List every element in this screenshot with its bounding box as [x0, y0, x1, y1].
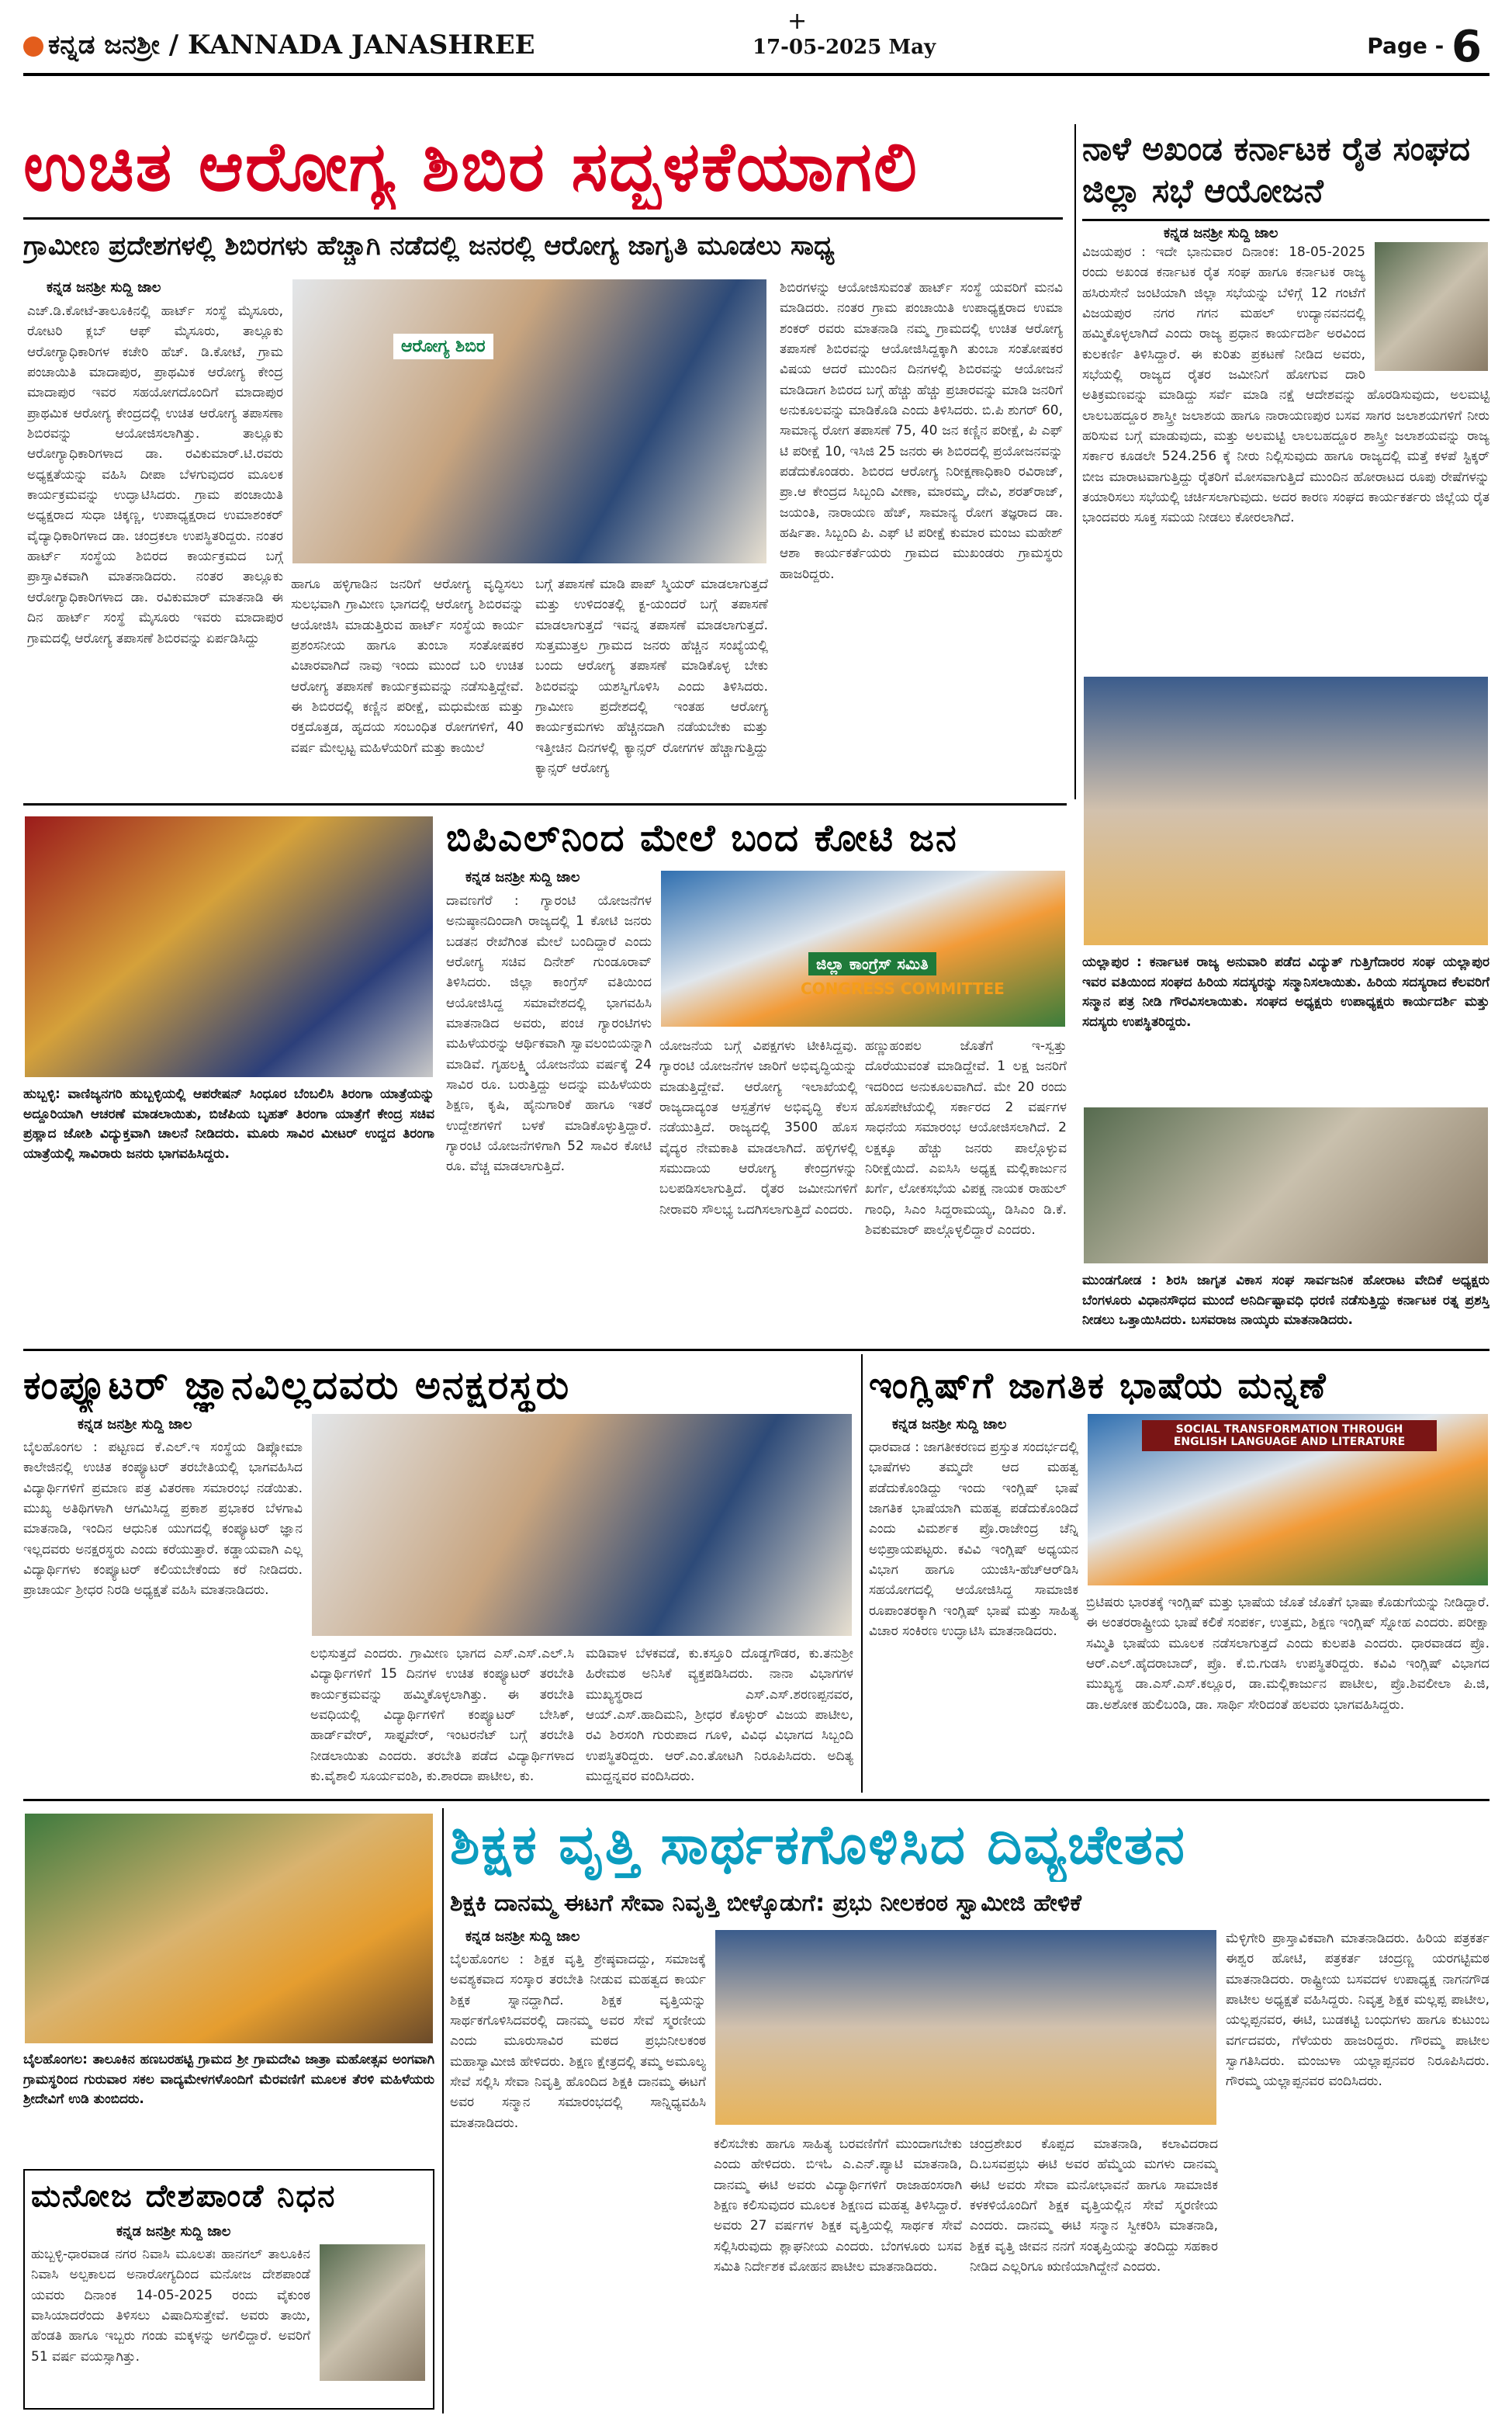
- article-computer-byline: ಕನ್ನಡ ಜನಶ್ರೀ ಸುದ್ದಿ ಜಾಲ: [78, 1416, 192, 1433]
- article-teacher-col3: ಚಂದ್ರಶೇಖರ ಕೊಪ್ಪದ ಮಾತನಾಡಿ, ಕಲಾವಿದರಾದ ದಿ.ಬಸವಪ್ರಭು ಈಟಿ ಅವರ ಹೆಮ್ಮೆಯ ಮಗಳು ದಾನಮ್ಮ ಈಟಿ ಅವರು ಸೇವಾ ಮನೋಭಾವನೆ ಹಾಗೂ ಸಾಮಾಜಿಕ ಕಳಕಳಿಯೊಂದಿಗೆ ಶಿಕ್ಷಕ ವೃತ್ತಿಯಲ್ಲಿನ ಸೇವೆ ಸ್ಮರಣೀಯ ಎಂದರು. ದಾನಮ್ಮ ಈಟಿ ಸನ್ಮಾನ ಸ್ವೀಕರಿಸಿ ಮಾತನಾಡಿ, ಶಿಕ್ಷಕ ವೃತ್ತಿ ಜೀವನ ನನಗೆ ಸಂತೃಪ್ತಿಯನ್ನು ತಂದಿದ್ದು ಸಹಕಾರ ನೀಡಿದ ಎಲ್ಲರಿಗೂ ಋಣಿಯಾಗಿದ್ದೇನೆ ಎಂದರು.: [970, 2136, 1218, 2275]
- congress-event-photo: [659, 869, 1067, 1028]
- yallapur-felicitation-photo: [1082, 675, 1490, 947]
- article-health-camp-col3: ಬಗ್ಗೆ ತಪಾಸಣೆ ಮಾಡಿ ಪಾಪ್ ಸ್ಮಿಯರ್ ಮಾಡಲಾಗುತ್ತದೆ ಮತ್ತು ಉಳಿದಂತಲ್ಲಿ ಕ್ಟ-ಯಂದರೆ ಬಗ್ಗೆ ತಪಾಸಣೆ ಮಾಡಲಾಗುತ್ತದೆ ಇವನ್ನ ತಪಾಸಣೆ ಮಾಡಲಾಗುತ್ತದೆ. ಸುತ್ತಮುತ್ತಲ ಗ್ರಾಮದ ಜನರು ಹೆಚ್ಚಿನ ಸಂಖ್ಯೆಯಲ್ಲಿ ಬಂದು ಆರೋಗ್ಯ ತಪಾಸಣೆ ಮಾಡಿಕೊಳ್ಳ ಬೇಕು ಶಿಬಿರವನ್ನು ಯಶಸ್ವಿಗೊಳಿಸಿ ಎಂದು ತಿಳಿಸಿದರು. ಗ್ರಾಮೀಣ ಪ್ರದೇಶದಲ್ಲಿ ಇಂತಹ ಆರೋಗ್ಯ ಕಾರ್ಯಕ್ರಮಗಳು ಹೆಚ್ಚಿನದಾಗಿ ನಡೆಯಬೇಕು ಮತ್ತು ಇತ್ತೀಚಿನ ದಿನಗಳಲ್ಲಿ ಕ್ಯಾನ್ಸರ್ ರೋಗಗಳ ಹೆಚ್ಚಾಗುತ್ತಿದ್ದು ಕ್ಯಾನ್ಸರ್ ಆರೋಗ್ಯ: [535, 577, 768, 777]
- article-teacher-headline: ಶಿಕ್ಷಕ ವೃತ್ತಿ ಸಾರ್ಥಕಗೊಳಿಸಿದ ದಿವ್ಯಚೇತನ: [450, 1813, 1186, 1876]
- article-health-camp-col2: ಹಾಗೂ ಹಳ್ಳಿಗಾಡಿನ ಜನರಿಗೆ ಆರೋಗ್ಯ ವೃದ್ಧಿಸಲು ಸುಲಭವಾಗಿ ಗ್ರಾಮೀಣ ಭಾಗದಲ್ಲಿ ಆರೋಗ್ಯ ಶಿಬಿರವನ್ನು ಆಯೋಜಿಸಿ ಮಾಡುತ್ತಿರುವ ಹಾರ್ಟ್ ಸಂಸ್ಥೆಯ ಕಾರ್ಯ ಪ್ರಶಂಸನೀಯ ಹಾಗೂ ತುಂಬಾ ಸಂತೋಷಕರ ವಿಚಾರವಾಗಿದೆ ನಾವು ಇಂದು ಮುಂದೆ ಬರಿ ಉಚಿತ ಆರೋಗ್ಯ ತಪಾಸಣೆ ಕಾರ್ಯಕ್ರಮವನ್ನು ನಡೆಸುತ್ತಿದ್ದೇವೆ. ಈ ಶಿಬಿರದಲ್ಲಿ ಕಣ್ಣಿನ ಪರೀಕ್ಷೆ, ಮಧುಮೇಹ ಮತ್ತು ರಕ್ತದೊತ್ತಡ, ಹೃದಯ ಸಂಬಂಧಿತ ರೋಗಗಳಿಗೆ, 40 ವರ್ಷ ಮೇಲ್ಪಟ್ಟ ಮಹಿಳೆಯರಿಗೆ ಮತ್ತು ಕಾಯಿಲೆ: [291, 577, 524, 756]
- article-health-camp-col1: ಎಚ್.ಡಿ.ಕೋಟೆ-ತಾಲೂಕಿನಲ್ಲಿ ಹಾರ್ಟ್ ಸಂಸ್ಥೆ ಮೈಸೂರು, ರೋಟರಿ ಕ್ಲಬ್ ಆಫ್ ಮೈಸೂರು, ತಾಲ್ಲೂಕು ಆರೋಗ್ಯಾಧಿಕಾರಿಗಳ ಕಚೇರಿ ಹೆಚ್. ಡಿ.ಕೋಟೆ, ಗ್ರಾಮ ಪಂಚಾಯಿತಿ ಮಾದಾಪುರ, ಪ್ರಾಥಮಿಕ ಆರೋಗ್ಯ ಕೇಂದ್ರ ಮಾದಾಪುರ ಇವರ ಸಹಯೋಗದೊಂದಿಗೆ ಮಾದಾಪುರ ಪ್ರಾಥಮಿಕ ಆರೋಗ್ಯ ಕೇಂದ್ರದಲ್ಲಿ ಉಚಿತ ಆರೋಗ್ಯ ತಪಾಸಣಾ ಶಿಬಿರವನ್ನು ಆಯೋಜಿಸಲಾಗಿತ್ತು. ತಾಲ್ಲೂಕು ಆರೋಗ್ಯಾಧಿಕಾರಿಗಳಾದ ಡಾ. ರವಿಕುಮಾರ್.ಟಿ.ರವರು ಅಧ್ಯಕ್ಷತೆಯನ್ನು ವಹಿಸಿ ದೀಪಾ ಬೆಳಗುವುದರ ಮೂಲಕ ಕಾರ್ಯಕ್ರಮವನ್ನು ಉದ್ಘಾಟಿಸಿದರು. ಗ್ರಾಮ ಪಂಚಾಯಿತಿ ಅಧ್ಯಕ್ಷರಾದ ಸುಧಾ ಚಿಕ್ಕಣ್ಣ, ಉಪಾಧ್ಯಕ್ಷರಾದ ಉಮಾಶಂಕರ್ ವೈದ್ಯಾಧಿಕಾರಿಗಳಾದ ಡಾ. ಚಂದ್ರಕಲಾ ಉಪಸ್ಥಿತರಿದ್ದರು. ನಂತರ ಹಾರ್ಟ್ ಸಂಸ್ಥೆಯ ಶಿಬಿರದ ಕಾರ್ಯಕ್ರಮದ ಬಗ್ಗೆ ಪ್ರಾಸ್ತಾವಿಕವಾಗಿ ಮಾತನಾಡಿದರು. ನಂತರ ತಾಲ್ಲೂಕು ಆರೋಗ್ಯಾಧಿಕಾರಿಗಳಾದ ಡಾ. ರವಿಕುಮಾರ್ ಮಾತನಾಡಿ ಈ ದಿನ ಹಾರ್ಟ್ ಸಂಸ್ಥೆ ಮೈಸೂರು ಇವರು ಮಾದಾಪುರ ಗ್ರಾಮದಲ್ಲಿ ಆರೋಗ್ಯ ತಪಾಸಣೆ ಶಿಬಿರವನ್ನು ಏರ್ಪಡಿಸಿದ್ದು: [27, 303, 283, 646]
- health-camp-photo: [291, 278, 768, 565]
- masthead: [23, 8, 1490, 76]
- article-english-headline: ಇಂಗ್ಲಿಷ್‌ಗೆ ಜಾಗತಿಕ ಭಾಷೆಯ ಮನ್ನಣೆ: [869, 1364, 1327, 1406]
- mundagod-protest-photo: [1082, 1106, 1490, 1265]
- divider: [23, 803, 1067, 806]
- seminar-banner: SOCIAL TRANSFORMATION THROUGH ENGLISH LANGUAGE AND LITERATURE: [1142, 1420, 1437, 1451]
- issue-date: 17-05-2025 May: [753, 36, 936, 59]
- column-divider: [1074, 124, 1076, 799]
- article-health-camp-col4: ಶಿಬಿರಗಳನ್ನು ಆಯೋಜಿಸುವಂತೆ ಹಾರ್ಟ್ ಸಂಸ್ಥೆ ಯವರಿಗೆ ಮನವಿ ಮಾಡಿದರು. ನಂತರ ಗ್ರಾಮ ಪಂಚಾಯಿತಿ ಉಪಾಧ್ಯಕ್ಷರಾದ ಉಮಾ ಶಂಕರ್ ರವರು ಮಾತನಾಡಿ ನಮ್ಮ ಗ್ರಾಮದಲ್ಲಿ ಉಚಿತ ಆರೋಗ್ಯ ತಪಾಸಣೆ ಶಿಬಿರವನ್ನು ಆಯೋಜಿಸಿದ್ದಕ್ಕಾಗಿ ತುಂಬಾ ಸಂತೋಷಕರ ವಿಷಯ ಆದರೆ ಮುಂದಿನ ದಿನಗಳಲ್ಲಿ ಶಿಬಿರವನ್ನು ಆಯೋಜನೆ ಮಾಡಿದಾಗ ಶಿಬಿರದ ಬಗ್ಗೆ ಹೆಚ್ಚು ಹೆಚ್ಚು ಪ್ರಚಾರವನ್ನು ಮಾಡಿ ಜನರಿಗೆ ಅನುಕೂಲವನ್ನು ಮಾಡಿಕೊಡಿ ಎಂದು ತಿಳಿಸಿದರು. ಬಿ.ಪಿ ಶುಗರ್ 60, ಸಾಮಾನ್ಯ ರೋಗ ತಪಾಸಣೆ 75, 40 ಜನ ಕಣ್ಣಿನ ಪರೀಕ್ಷೆ, ಪಿ ಎಫ್ ಟಿ ಪರೀಕ್ಷೆ 10, ಇಸಿಜಿ 25 ಜನರು ಈ ಶಿಬಿರದಲ್ಲಿ ಪ್ರಯೋಜನವನ್ನು ಪಡೆದುಕೊಂಡರು. ಶಿಬಿರದ ಆರೋಗ್ಯ ನಿರೀಕ್ಷಣಾಧಿಕಾರಿ ರವಿರಾಜ್, ಪ್ರಾ.ಆ ಕೇಂದ್ರದ ಸಿಬ್ಬಂದಿ ವೀಣಾ, ಮಾರಮ್ಮ, ದೇವಿ, ಶರತ್‌ರಾಜ್, ಜಯಂತಿ, ನಾರಾಯಣ ಹೆಚ್, ಸಾಮಾನ್ಯ ರೋಗ ತಜ್ಞರಾದ ಡಾ. ಹರ್ಷಿತಾ. ಸಿಬ್ಬಂದಿ ಪಿ. ಎಫ್ ಟಿ ಪರೀಕ್ಷೆ ಕುಮಾರ ಮಂಜು ಮಹೇಶ್ ಆಶಾ ಕಾರ್ಯಕರ್ತೆಯರು ಗ್ರಾಮದ ಮುಖಂಡರು ಗ್ರಾಮಸ್ಥರು ಹಾಜರಿದ್ದರು.: [780, 280, 1063, 582]
- yallapur-caption: ಯಲ್ಲಾಪುರ : ಕರ್ನಾಟಕ ರಾಜ್ಯ ಅನುವಾರಿ ಪಡೆದ ವಿದ್ಯುತ್ ಗುತ್ತಿಗೆದಾರರ ಸಂಘ ಯಲ್ಲಾಪುರ ಇವರ ವತಿಯಿಂದ ಸಂಘದ ಹಿರಿಯ ಸದಸ್ಯರನ್ನು ಸನ್ಮಾನಿಸಲಾಯಿತು. ಹಿರಿಯ ಸದಸ್ಯರಾದ ಕೆಲವರಿಗೆ ಸನ್ಮಾನ ಪತ್ರ ನೀಡಿ ಗೌರವಿಸಲಾಯಿತು. ಸಂಘದ ಅಧ್ಯಕ್ಷರು ಉಪಾಧ್ಯಕ್ಷರು ಕಾರ್ಯದರ್ಶಿ ಮತ್ತು ಸದಸ್ಯರು ಉಪಸ್ಥಿತರಿದ್ದರು.: [1082, 955, 1490, 1030]
- bailhongal-fair-photo: [23, 1812, 434, 2045]
- hubballi-caption: ಹುಬ್ಬಳ್ಳಿ: ವಾಣಿಜ್ಯನಗರಿ ಹುಬ್ಬಳ್ಳಿಯಲ್ಲಿ ಆಪರೇಷನ್ ಸಿಂಧೂರ ಬೆಂಬಲಿಸಿ ತಿರಂಗಾ ಯಾತ್ರೆಯನ್ನು ಅದ್ದೂರಿಯಾಗಿ ಆಚರಣೆ ಮಾಡಲಾಯಿತು, ಬಿಜೆಪಿಯ ಬೃಹತ್ ತಿರಂಗಾ ಯಾತ್ರೆಗೆ ಕೇಂದ್ರ ಸಚಿವ ಪ್ರಹ್ಲಾದ ಜೋಶಿ ವಿದ್ಯುಕ್ತವಾಗಿ ಚಾಲನೆ ನೀಡಿದರು. ಮೂರು ಸಾವಿರ ಮೀಟರ್ ಉದ್ದದ ತಿರಂಗಾ ಯಾತ್ರೆಯಲ್ಲಿ ಸಾವಿರಾರು ಜನರು ಭಾಗವಹಿಸಿದ್ದರು.: [23, 1086, 434, 1162]
- teacher-felicitation-photo: [714, 1928, 1218, 2126]
- article-teacher-col2: ಕಲಿಸಬೇಕು ಹಾಗೂ ಸಾಹಿತ್ಯ ಬರವಣಿಗೆಗೆ ಮುಂದಾಗಬೇಕು ಎಂದು ಹೇಳಿದರು. ಬಿಇಓ ಎ.ಎನ್.ಪ್ಯಾಟಿ ಮಾತನಾಡಿ, ದಾನಮ್ಮ ಈಟಿ ಅವರು ವಿದ್ಯಾರ್ಥಿಗಳಿಗೆ ರಾಜಾಹಂಸರಾಗಿ ಶಿಕ್ಷಣ ಕಲಿಸುವುದರ ಮೂಲಕ ಶಿಕ್ಷಣದ ಮಹತ್ವ ತಿಳಿಸಿದ್ದಾರೆ. ಅವರು 27 ವರ್ಷಗಳ ಶಿಕ್ಷಕ ವೃತ್ತಿಯಲ್ಲಿ ಸಾರ್ಥಕ ಸೇವೆ ಸಲ್ಲಿಸಿರುವುದು ಶ್ಲಾಘನೀಯ ಎಂದರು. ಬೆಂಗಳೂರು ಬಸವ ಸಮಿತಿ ನಿರ್ದೇಶಕ ಮೋಹನ ಪಾಟೀಲ ಮಾತನಾಡಿದರು.: [714, 2136, 962, 2275]
- page-number: Page - 6: [1367, 22, 1482, 72]
- article-obituary-headline: ಮನೋಜ ದೇಶಪಾಂಡೆ ನಿಧನ: [31, 2178, 337, 2214]
- divider: [23, 1349, 1490, 1351]
- article-farmers-headline: ನಾಳೆ ಅಖಂಡ ಕರ್ನಾಟಕ ರೈತ ಸಂಘದ ಜಿಲ್ಲಾ ಸಭೆ ಆಯೋಜನೆ: [1082, 130, 1471, 210]
- article-computer-headline: ಕಂಪ್ಯೂಟರ್ ಜ್ಞಾನವಿಲ್ಲದವರು ಅನಕ್ಷರಸ್ಥರು: [23, 1363, 571, 1408]
- article-farmers-byline: ಕನ್ನಡ ಜನಶ್ರೀ ಸುದ್ದಿ ಜಾಲ: [1164, 225, 1278, 241]
- column-divider: [442, 1808, 444, 2413]
- hubballi-tiranga-yatra-photo: [23, 815, 434, 1079]
- obituary-portrait-photo: [318, 2243, 427, 2382]
- english-seminar-photo: [1086, 1412, 1490, 1587]
- article-computer-col1: ಬೈಲಹೊಂಗಲ : ಪಟ್ಟಣದ ಕೆ.ಎಲ್.ಇ ಸಂಸ್ಥೆಯ ಡಿಪ್ಲೋಮಾ ಕಾಲೇಜಿನಲ್ಲಿ ಉಚಿತ ಕಂಪ್ಯೂಟರ್ ತರಬೇತಿಯಲ್ಲಿ ಭಾಗವಹಿಸಿದ ವಿದ್ಯಾರ್ಥಿಗಳಿಗೆ ಪ್ರಮಾಣ ಪತ್ರ ವಿತರಣಾ ಸಮಾರಂಭ ನಡೆಯಿತು. ಮುಖ್ಯ ಅತಿಥಿಗಳಾಗಿ ಆಗಮಿಸಿದ್ದ ಪ್ರಕಾಶ ಪ್ರಭಾಕರ ಬೆಳಗಾವಿ ಮಾತನಾಡಿ, ಇಂದಿನ ಆಧುನಿಕ ಯುಗದಲ್ಲಿ ಕಂಪ್ಯೂಟರ್ ಜ್ಞಾನ ಇಲ್ಲದವರು ಅನಕ್ಷರಸ್ಥರು ಎಂದು ಕರೆಯುತ್ತಾರೆ. ಕಡ್ಡಾಯವಾಗಿ ಎಲ್ಲ ವಿದ್ಯಾರ್ಥಿಗಳು ಕಂಪ್ಯೂಟರ್ ಕಲಿಯಬೇಕೆಂದು ಕರೆ ನೀಡಿದರು. ಪ್ರಾಚಾರ್ಯ ಶ್ರೀಧರ ನಿರಡಿ ಅಧ್ಯಕ್ಷತೆ ವಹಿಸಿ ಮಾತನಾಡಿದರು.: [23, 1440, 303, 1599]
- computer-training-students-photo: [310, 1412, 853, 1637]
- newspaper-logo-icon: [23, 36, 43, 57]
- newspaper-title: ಕನ್ನಡ ಜನಶ್ರೀ / KANNADA JANASHREE: [23, 29, 535, 61]
- article-obituary-byline: ಕನ್ನಡ ಜನಶ್ರೀ ಸುದ್ದಿ ಜಾಲ: [116, 2223, 231, 2240]
- congress-banner: ಜಿಲ್ಲಾ ಕಾಂಗ್ರೆಸ್ ಸಮಿತಿ: [808, 952, 936, 975]
- article-bpl-headline: ಬಿಪಿಎಲ್‌ನಿಂದ ಮೇಲೆ ಬಂದ ಕೋಟಿ ಜನ: [446, 816, 958, 860]
- divider: [23, 217, 1063, 220]
- article-computer-col2: ಲಭಿಸುತ್ತದೆ ಎಂದರು. ಗ್ರಾಮೀಣ ಭಾಗದ ಎಸ್.ಎಸ್.ಎಲ್.ಸಿ ವಿದ್ಯಾರ್ಥಿಗಳಿಗೆ 15 ದಿನಗಳ ಉಚಿತ ಕಂಪ್ಯೂಟರ್ ತರಬೇತಿ ಕಾರ್ಯಕ್ರಮವನ್ನು ಹಮ್ಮಿಕೊಳ್ಳಲಾಗಿತ್ತು. ಈ ತರಬೇತಿ ಅವಧಿಯಲ್ಲಿ ವಿದ್ಯಾರ್ಥಿಗಳಿಗೆ ಕಂಪ್ಯೂಟರ್ ಬೇಸಿಕ್, ಹಾರ್ಡ್‌ವೇರ್, ಸಾಫ್ಟವೇರ್, ಇಂಟರನೆಟ್ ಬಗ್ಗೆ ತರಬೇತಿ ನೀಡಲಾಯಿತು ಎಂದರು. ತರಬೇತಿ ಪಡೆದ ವಿದ್ಯಾರ್ಥಿಗಳಾದ ಕು.ವೈಶಾಲಿ ಸೂರ್ಯವಂಶಿ, ಕು.ಶಾರದಾ ಪಾಟೀಲ, ಕು.: [310, 1646, 574, 1785]
- divider: [23, 1799, 1490, 1801]
- article-teacher-byline: ಕನ್ನಡ ಜನಶ್ರೀ ಸುದ್ದಿ ಜಾಲ: [465, 1928, 580, 1945]
- crosshair-mark: +: [787, 8, 808, 35]
- health-camp-banner: ಆರೋಗ್ಯ ಶಿಬಿರ: [393, 334, 493, 359]
- article-teacher-col4: ಮೆಳ್ಳಿಗೇರಿ ಪ್ರಾಸ್ತಾವಿಕವಾಗಿ ಮಾತನಾಡಿದರು. ಹಿರಿಯ ಪತ್ರಕರ್ತ ಈಶ್ವರ ಹೋಟಿ, ಪತ್ರಕರ್ತ ಚಂದ್ರಣ್ಣ ಯರಗಟ್ಟಿಮಠ ಮಾತನಾಡಿದರು. ರಾಷ್ಟ್ರೀಯ ಬಸವದಳ ಉಪಾಧ್ಯಕ್ಷ ನಾಗನಗೌಡ ಪಾಟೀಲ ಅಧ್ಯಕ್ಷತೆ ವಹಿಸಿದ್ದರು. ನಿವೃತ್ತ ಶಿಕ್ಷಕ ಮಲ್ಲಪ್ಪ ಪಾಟೀಲ, ಯಲ್ಲಪ್ಪನವರ, ಈಟಿ, ಬುಡಕಟ್ಟಿ ಬಂಧುಗಳು ಹಾಗೂ ಕುಟುಂಬ ವರ್ಗದವರು, ಗೆಳೆಯರು ಹಾಜರಿದ್ದರು. ಗೌರಮ್ಮ ಪಾಟೀಲ ಸ್ವಾಗತಿಸಿದರು. ಮಂಜುಳಾ ಯಲ್ಲಾಪ್ಪನವರ ನಿರೂಪಿಸಿದರು. ಗೌರಮ್ಮ ಯಲ್ಲಾಪ್ಪನವರ ವಂದಿಸಿದರು.: [1226, 1931, 1490, 2090]
- article-bpl-byline: ಕನ್ನಡ ಜನಶ್ರೀ ಸುದ್ದಿ ಜಾಲ: [465, 869, 580, 885]
- article-bpl-col1: ದಾವಣಗೆರೆ : ಗ್ಯಾರಂಟಿ ಯೋಜನೆಗಳ ಅನುಷ್ಠಾನದಿಂದಾಗಿ ರಾಜ್ಯದಲ್ಲಿ 1 ಕೋಟಿ ಜನರು ಬಡತನ ರೇಖೆಗಿಂತ ಮೇಲೆ ಬಂದಿದ್ದಾರೆ ಎಂದು ಆರೋಗ್ಯ ಸಚಿವ ದಿನೇಶ್ ಗುಂಡೂರಾವ್ ತಿಳಿಸಿದರು. ಜಿಲ್ಲಾ ಕಾಂಗ್ರೆಸ್ ವತಿಯಿಂದ ಆಯೋಜಿಸಿದ್ದ ಸಮಾವೇಶದಲ್ಲಿ ಭಾಗವಹಿಸಿ ಮಾತನಾಡಿದ ಅವರು, ಪಂಚ ಗ್ಯಾರಂಟಿಗಳು ಮಹಿಳೆಯರನ್ನು ಆರ್ಥಿಕವಾಗಿ ಸ್ವಾವಲಂಬಿಯನ್ನಾಗಿ ಮಾಡಿವೆ. ಗೃಹಲಕ್ಷ್ಮಿ ಯೋಜನೆಯ ವರ್ಷಕ್ಕೆ 24 ಸಾವಿರ ರೂ. ಬರುತ್ತಿದ್ದು ಅದನ್ನು ಮಹಿಳೆಯರು ಶಿಕ್ಷಣ, ಕೃಷಿ, ಹೈನುಗಾರಿಕೆ ಹಾಗೂ ಇತರೆ ಉದ್ದೇಶಗಳಿಗೆ ಬಳಕೆ ಮಾಡಿಕೊಳ್ಳುತ್ತಿದ್ದಾರೆ. ಗ್ಯಾರಂಟಿ ಯೋಜನೆಗಳಿಗಾಗಿ 52 ಸಾವಿರ ಕೋಟಿ ರೂ. ವೆಚ್ಚ ಮಾಡಲಾಗುತ್ತಿದೆ.: [446, 893, 652, 1175]
- article-computer-col3: ಮಡಿವಾಳ ಬೆಳಕವಡೆ, ಕು.ಕಸ್ತೂರಿ ದೊಡ್ಡಗೌಡರ, ಕು.ತನುಶ್ರೀ ಹಿರೇಮಠ ಅನಿಸಿಕೆ ವ್ಯಕ್ತಪಡಿಸಿದರು. ನಾನಾ ವಿಭಾಗಗಳ ಮುಖ್ಯಸ್ಥರಾದ ಎಸ್.ಎಸ್.ಶರಣಪ್ಪನವರ, ಆಯ್.ಎಸ್.ಹಾದಿಮನಿ, ಶ್ರೀಧರ ಕೊಳ್ಳುರ್ ವಿಜಯ ಪಾಟೀಲ, ರವಿ ಶಿರಸಂಗಿ ಗುರುಪಾದ ಗೂಳಿ, ವಿವಿಧ ವಿಭಾಗದ ಸಿಬ್ಬಂದಿ ಉಪಸ್ಥಿತರಿದ್ದರು. ಆರ್.ಎಂ.ತೋಟಗಿ ನಿರೂಪಿಸಿದರು. ಅದಿತ್ಯ ಮುದ್ದನ್ನವರ ವಂದಿಸಿದರು.: [586, 1646, 853, 1785]
- article-obituary-body: ಹುಬ್ಬಳ್ಳಿ-ಧಾರವಾಡ ನಗರ ನಿವಾಸಿ ಮೂಲತಃ ಹಾನಗಲ್ ತಾಲೂಕಿನ ನಿವಾಸಿ ಅಲ್ಪಕಾಲದ ಅನಾರೋಗ್ಯದಿಂದ ಮನೋಜ ದೇಶಪಾಂಡೆ ಯವರು ದಿನಾಂಕ 14-05-2025 ರಂದು ವೈಕುಂಠ ವಾಸಿಯಾದರೆಂದು ತಿಳಿಸಲು ವಿಷಾದಿಸುತ್ತೇವೆ. ಅವರು ತಾಯಿ, ಹೆಂಡತಿ ಹಾಗೂ ಇಬ್ಬರು ಗಂಡು ಮಕ್ಕಳನ್ನು ಅಗಲಿದ್ದಾರೆ. ಅವರಿಗೆ 51 ವರ್ಷ ವಯಸ್ಸಾಗಿತ್ತು.: [31, 2247, 310, 2365]
- bailhongal-caption: ಬೈಲಹೊಂಗಲ: ತಾಲೂಕಿನ ಹಣಬರಹಟ್ಟಿ ಗ್ರಾಮದ ಶ್ರೀ ಗ್ರಾಮದೇವಿ ಜಾತ್ರಾ ಮಹೋತ್ಸವ ಅಂಗವಾಗಿ ಗ್ರಾಮಸ್ಥರಿಂದ ಗುರುವಾರ ಸಕಲ ವಾದ್ಯಮೇಳಗಳೊಂದಿಗೆ ಮೆರವಣಿಗೆ ಮೂಲಕ ತೆರಳಿ ಮಹಿಳೆಯರು ಶ್ರೀದೇವಿಗೆ ಉಡಿ ತುಂಬಿದರು.: [23, 2052, 434, 2107]
- article-teacher-subhead: ಶಿಕ್ಷಕಿ ದಾನಮ್ಮ ಈಟಗೆ ಸೇವಾ ನಿವೃತ್ತಿ ಬೀಳ್ಕೊಡುಗೆ: ಪ್ರಭು ನೀಲಕಂಠ ಸ್ವಾಮೀಜಿ ಹೇಳಿಕೆ: [450, 1890, 1081, 1917]
- article-farmers-body: ವಿಜಯಪುರ : ಇದೇ ಭಾನುವಾರ ದಿನಾಂಕ: 18-05-2025 ರಂದು ಅಖಂಡ ಕರ್ನಾಟಕ ರೈತ ಸಂಘ ಹಾಗೂ ಕರ್ನಾಟಕ ರಾಜ್ಯ ಹಸಿರುಸೇನೆ ಜಂಟಿಯಾಗಿ ಜಿಲ್ಲಾ ಸಭೆಯನ್ನು ಬೆಳಿಗ್ಗೆ 12 ಗಂಟೆಗೆ ವಿಜಯಪುರ ನಗರ ಗಗನ ಮಹಲ್ ಉದ್ಯಾನವನದಲ್ಲಿ ಹಮ್ಮಿಕೊಳ್ಳಲಾಗಿದೆ ಎಂದು ರಾಜ್ಯ ಪ್ರಧಾನ ಕಾರ್ಯದರ್ಶಿ ಅರವಿಂದ ಕುಲಕರ್ಣಿ ತಿಳಿಸಿದ್ದಾರೆ. ಈ ಕುರಿತು ಪ್ರಕಟಣೆ ನೀಡಿದ ಅವರು, ಸಭೆಯಲ್ಲಿ ರಾಜ್ಯದ ರೈತರ ಜಮೀನಿಗೆ ಹೋಗುವ ದಾರಿ ಅತಿಕ್ರಮಣವನ್ನು ಮಾಡಿದ್ದು ಸರ್ವೆ ಮಾಡಿ ನಕ್ಷೆ ಆದೇಶವನ್ನು ಹೊರಡಿಸುವುದು, ಅಲಮಟ್ಟಿ ಲಾಲಬಹದ್ದೂರ ಶಾಸ್ತ್ರೀ ಜಲಾಶಯ ಹಾಗೂ ನಾರಾಯಣಪುರ ಬಸವ ಸಾಗರ ಜಲಾಶಯಗಳಿಗೆ ನೀರು ಹರಿಸುವ ಬಗ್ಗೆ ಮಾಡುವುದು, ಮತ್ತು ಅಲಮಟ್ಟಿ ಲಾಲಬಹದ್ದೂರ ಶಾಸ್ತ್ರೀ ಜಲಾಶಯವನ್ನು ರಾಜ್ಯ ಸರ್ಕಾರ ಕೂಡಲೇ 524.256 ಕ್ಕೆ ನೀರು ನಿಲ್ಲಿಸುವುದು ಹಾಗೂ ರಾಜ್ಯದಲ್ಲಿ ಮತ್ತೆ ಕಳಪೆ ಸ್ಟಿಕ್ಕರ್ ಬೀಜ ಮಾರಾಟವಾಗುತ್ತಿದ್ದು ರೈತರಿಗೆ ಮೋಸವಾಗುತ್ತಿದೆ ಮುಂದಿನ ಹೋರಾಟದ ರೂಪು ರೇಷೆಗಳನ್ನು ತಯಾರಿಸಲು ಸಭೆಯಲ್ಲಿ ಚರ್ಚಿಸಲಾಗುವುದು. ಅದರ ಕಾರಣ ಸಂಘದ ಕಾರ್ಯಕರ್ತರು ಜಿಲ್ಲೆಯ ರೈತ ಭಾಂದವರು ಸೂಕ್ತ ಸಮಯ ನೀಡಲು ಕೋರಲಾಗಿದೆ.: [1082, 242, 1490, 669]
- divider: [1082, 219, 1490, 221]
- article-english-byline: ಕನ್ನಡ ಜನಶ್ರೀ ಸುದ್ದಿ ಜಾಲ: [892, 1416, 1007, 1433]
- photo-spacer: [1365, 242, 1490, 374]
- article-english-col1: ಧಾರವಾಡ : ಜಾಗತೀಕರಣದ ಪ್ರಸ್ತುತ ಸಂದರ್ಭದಲ್ಲಿ ಭಾಷೆಗಳು ತಮ್ಮದೇ ಆದ ಮಹತ್ವ ಪಡೆದುಕೊಂಡಿದ್ದು ಇಂದು ಇಂಗ್ಲಿಷ್ ಭಾಷೆ ಜಾಗತಿಕ ಭಾಷೆಯಾಗಿ ಮಹತ್ವ ಪಡೆದುಕೊಂಡಿದೆ ಎಂದು ವಿಮರ್ಶಕ ಪ್ರೊ.ರಾಜೇಂದ್ರ ಚೆನ್ನಿ ಅಭಿಪ್ರಾಯಪಟ್ಟರು. ಕವಿವಿ ಇಂಗ್ಲಿಷ್ ಅಧ್ಯಯನ ವಿಭಾಗ ಹಾಗೂ ಯುಜಿಸಿ-ಹೆಚ್‌ಆರ್‌ಡಿಸಿ ಸಹಯೋಗದಲ್ಲಿ ಆಯೋಜಿಸಿದ್ದ ಸಾಮಾಜಿಕ ರೂಪಾಂತರಕ್ಕಾಗಿ ಇಂಗ್ಲಿಷ್ ಭಾಷೆ ಮತ್ತು ಸಾಹಿತ್ಯ ವಿಚಾರ ಸಂಕಿರಣ ಉದ್ಘಾಟಿಸಿ ಮಾತನಾಡಿದರು.: [869, 1440, 1078, 1640]
- article-english-col2: ಬ್ರಿಟಿಷರು ಭಾರತಕ್ಕೆ ಇಂಗ್ಲಿಷ್ ಮತ್ತು ಭಾಷೆಯ ಜೊತೆ ಜೊತೆಗೆ ಭಾಷಾ ಕೊಡುಗೆಯನ್ನು ನೀಡಿದ್ದಾರೆ. ಈ ಅಂತರರಾಷ್ಟ್ರೀಯ ಭಾಷೆ ಕಲಿಕೆ ಸಂಪರ್ಕ, ಉತ್ತಮ, ಶಿಕ್ಷಣ ಇಂಗ್ಲಿಷ್ ಸ್ನೋಹ ಎಂದರು. ಪರೀಕ್ಷಾ ಸಮ್ಮಿತಿ ಭಾಷೆಯ ಮೂಲಕ ನಡೆಸಲಾಗುತ್ತದೆ ಎಂದು ಕುಲಪತಿ ಎಂದರು. ಧಾರವಾಡದ ಪ್ರೊ. ಆರ್.ಎಲ್.ಹೈದರಾಬಾದ್, ಪ್ರೊ. ಕೆ.ಬಿ.ಗುಡಸಿ ಉಪಸ್ಥಿತರಿದ್ದರು. ಕವಿವಿ ಇಂಗ್ಲಿಷ್ ವಿಭಾಗದ ಮುಖ್ಯಸ್ಥ ಡಾ.ಎಸ್.ಎಸ್.ಕಲ್ಲೂರ, ಡಾ.ಮಲ್ಲಿಕಾರ್ಜುನ ಪಾಟೀಲ, ಪ್ರೊ.ಶಿವಲೀಲಾ ಪಿ.ಜಿ, ಡಾ.ಅಶೋಕ ಹುಲಿಬಂಡಿ, ಡಾ. ಸಾರ್ಥಿ ಸೇರಿದಂತೆ ಹಲವರು ಭಾಗವಹಿಸಿದ್ದರು.: [1086, 1595, 1490, 1713]
- article-health-camp-byline: ಕನ್ನಡ ಜನಶ್ರೀ ಸುದ್ದಿ ಜಾಲ: [47, 279, 161, 296]
- column-divider: [861, 1354, 863, 1793]
- article-bpl-col3: ಹಣ್ಣುಹಂಪಲ ಜೊತೆಗೆ ಇ-ಸ್ವತ್ತು ದೊರೆಯುವಂತೆ ಮಾಡಿದ್ದೇವೆ. 1 ಲಕ್ಷ ಜನರಿಗೆ ಇದರಿಂದ ಅನುಕೂಲವಾಗಿದೆ. ಮೇ 20 ರಂದು ಹೊಸಪೇಟೆಯಲ್ಲಿ ಸರ್ಕಾರದ 2 ವರ್ಷಗಳ ಸಾಧನೆಯ ಸಮಾರಂಭ ಆಯೋಜಿಸಲಾಗಿದೆ. 2 ಲಕ್ಷಕ್ಕೂ ಹೆಚ್ಚು ಜನರು ಪಾಲ್ಗೊಳ್ಳುವ ನಿರೀಕ್ಷೆಯಿದೆ. ಎಐಸಿಸಿ ಅಧ್ಯಕ್ಷ ಮಲ್ಲಿಕಾರ್ಜುನ ಖರ್ಗೆ, ಲೋಕಸಭೆಯ ವಿಪಕ್ಷ ನಾಯಕ ರಾಹುಲ್ ಗಾಂಧಿ, ಸಿಎಂ ಸಿದ್ದರಾಮಯ್ಯ, ಡಿಸಿಎಂ ಡಿ.ಕೆ. ಶಿವಕುಮಾರ್ ಪಾಲ್ಗೊಳ್ಳಲಿದ್ದಾರೆ ಎಂದರು.: [865, 1038, 1067, 1239]
- congress-committee-text: CONGRESS COMMITTEE: [801, 979, 1005, 998]
- article-health-camp-subhead: ಗ್ರಾಮೀಣ ಪ್ರದೇಶಗಳಲ್ಲಿ ಶಿಬಿರಗಳು ಹೆಚ್ಚಾಗಿ ನಡೆದಲ್ಲಿ ಜನರಲ್ಲಿ ಆರೋಗ್ಯ ಜಾಗೃತಿ ಮೂಡಲು ಸಾಧ್ಯ: [23, 230, 835, 262]
- article-teacher-col1: ಬೈಲಹೊಂಗಲ : ಶಿಕ್ಷಕ ವೃತ್ತಿ ಶ್ರೇಷ್ಠವಾದದ್ದು, ಸಮಾಜಕ್ಕೆ ಅವಶ್ಯಕವಾದ ಸಂಸ್ಕಾರ ತರಬೇತಿ ನೀಡುವ ಮಹತ್ವದ ಕಾರ್ಯ ಶಿಕ್ಷಕ ಸ್ನಾನದ್ದಾಗಿದೆ. ಶಿಕ್ಷಕ ವೃತ್ತಿಯನ್ನು ಸಾರ್ಥಕಗೊಳಿಸಿದವರಲ್ಲಿ ದಾನಮ್ಮ ಅವರ ಸೇವೆ ಸ್ಮರಣೀಯ ಎಂದು ಮೂರುಸಾವಿರ ಮಠದ ಪ್ರಭುನೀಲಕಂಠ ಮಹಾಸ್ವಾಮೀಜಿ ಹೇಳಿದರು. ಶಿಕ್ಷಣ ಕ್ಷೇತ್ರದಲ್ಲಿ ತಮ್ಮ ಅಮೂಲ್ಯ ಸೇವೆ ಸಲ್ಲಿಸಿ ಸೇವಾ ನಿವೃತ್ತಿ ಹೊಂದಿದ ಶಿಕ್ಷಕಿ ದಾನಮ್ಮ ಈಟಗೆ ಅವರ ಸನ್ಮಾನ ಸಮಾರಂಭದಲ್ಲಿ ಸಾನ್ನಿಧ್ಯವಹಿಸಿ ಮಾತನಾಡಿದರು.: [450, 1952, 706, 2131]
- article-health-camp-headline: ಉಚಿತ ಆರೋಗ್ಯ ಶಿಬಿರ ಸದ್ಬಳಕೆಯಾಗಲಿ: [23, 126, 919, 206]
- article-bpl-col2: ಯೋಜನೆಯ ಬಗ್ಗೆ ವಿಪಕ್ಷಗಳು ಟೀಕಿಸಿದ್ದವು. ಗ್ಯಾರಂಟಿ ಯೋಜನೆಗಳ ಜಾರಿಗೆ ಅಭಿವೃದ್ಧಿಯನ್ನು ಮಾಡುತ್ತಿದ್ದೇವೆ. ಆರೋಗ್ಯ ಇಲಾಖೆಯಲ್ಲಿ ರಾಜ್ಯದಾದ್ಯಂತ ಆಸ್ಪತ್ರೆಗಳ ಅಭಿವೃದ್ಧಿ ಕೆಲಸ ನಡೆಯುತ್ತಿದೆ. ರಾಜ್ಯದಲ್ಲಿ 3500 ಹೊಸ ವೈದ್ಯರ ನೇಮಕಾತಿ ಮಾಡಲಾಗಿದೆ. ಹಳ್ಳಿಗಳಲ್ಲಿ ಸಮುದಾಯ ಆರೋಗ್ಯ ಕೇಂದ್ರಗಳನ್ನು ಬಲಪಡಿಸಲಾಗುತ್ತಿದೆ. ರೈತರ ಜಮೀನುಗಳಿಗೆ ನೀರಾವರಿ ಸೌಲಭ್ಯ ಒದಗಿಸಲಾಗುತ್ತಿದೆ ಎಂದರು.: [659, 1038, 857, 1218]
- mundagod-caption: ಮುಂಡಗೋಡ : ಶಿರಸಿ ಜಾಗೃತ ವಿಕಾಸ ಸಂಘ ಸಾರ್ವಜನಿಕ ಹೋರಾಟ ವೇದಿಕೆ ಅಧ್ಯಕ್ಷರು ಬೆಂಗಳೂರು ವಿಧಾನಸೌಧದ ಮುಂದೆ ಅನಿರ್ದಿಷ್ಟಾವಧಿ ಧರಣಿ ನಡೆಸುತ್ತಿದ್ದು ಕರ್ನಾಟಕ ರತ್ನ ಪ್ರಶಸ್ತಿ ನೀಡಲು ಒತ್ತಾಯಿಸಿದರು. ಬಸವರಾಜ ನಾಯ್ಕರು ಮಾತನಾಡಿದರು.: [1082, 1273, 1490, 1328]
